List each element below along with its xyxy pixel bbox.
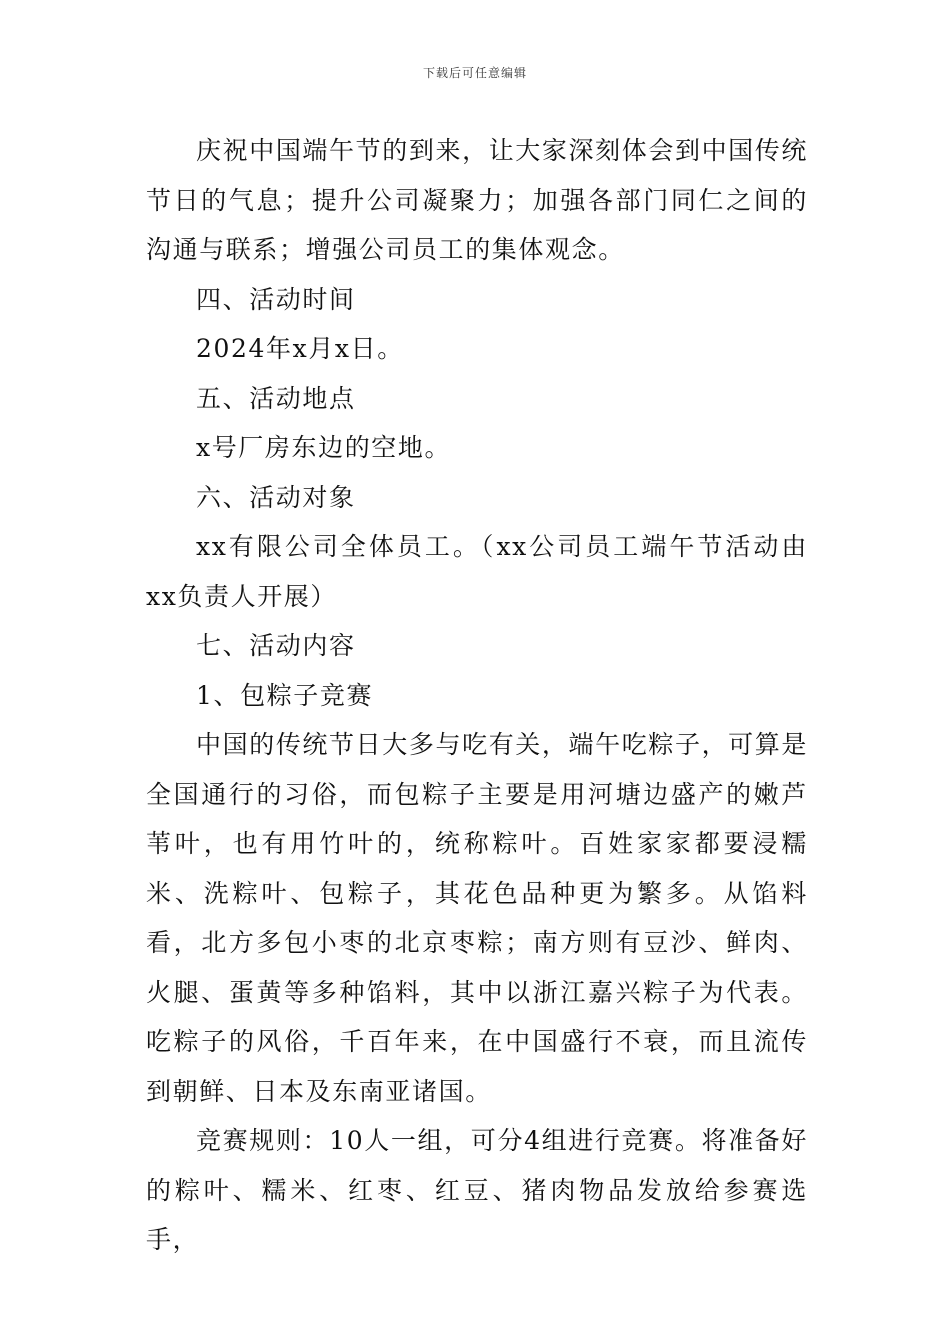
heading-activity-participants: 六、活动对象 [196,482,356,512]
subheading-zongzi-contest: 1、包粽子竞赛 [196,680,374,710]
paragraph-zongzi-tradition: 中国的传统节日大多与吃有关，端午吃粽子，可算是全国通行的习俗，而包粽子主要是用河塘边盛产的嫩芦苇叶，也有用竹叶的，统称粽叶。百姓家家都要浸糯米、洗粽叶、包粽子，其花色品种更为繁多。从馅料看，北方多包小枣的北京枣粽；南方则有豆沙、鲜肉、火腿、蛋黄等多种馅料，其中以浙江嘉兴粽子为代表。吃粽子的风俗，千百年来，在中国盛行不衰，而且流传到朝鲜、日本及东南亚诸国。 [146,730,808,1106]
heading-activity-location: 五、活动地点 [196,383,356,413]
heading-activity-time: 四、活动时间 [196,284,356,314]
paragraph-activity-participants: xx有限公司全体员工。（xx公司员工端午节活动由xx负责人开展） [146,532,808,611]
heading-activity-content: 七、活动内容 [196,631,356,660]
paragraph-contest-rules: 竞赛规则：10人一组，可分4组进行竞赛。将准备好的粽叶、糯米、红枣、红豆、猪肉物品发放给参赛选手， [146,1126,808,1254]
paragraph-activity-location: x号厂房东边的空地。 [196,433,452,462]
document-body [146,126,808,1265]
page-header-note: 下载后可任意编辑 [422,66,527,80]
paragraph-activity-date: 2024年x月x日。 [196,334,404,363]
paragraph-purpose: 庆祝中国端午节的到来，让大家深刻体会到中国传统节日的气息；提升公司凝聚力；加强各部门同仁之间的沟通与联系；增强公司员工的集体观念。 [146,136,808,264]
